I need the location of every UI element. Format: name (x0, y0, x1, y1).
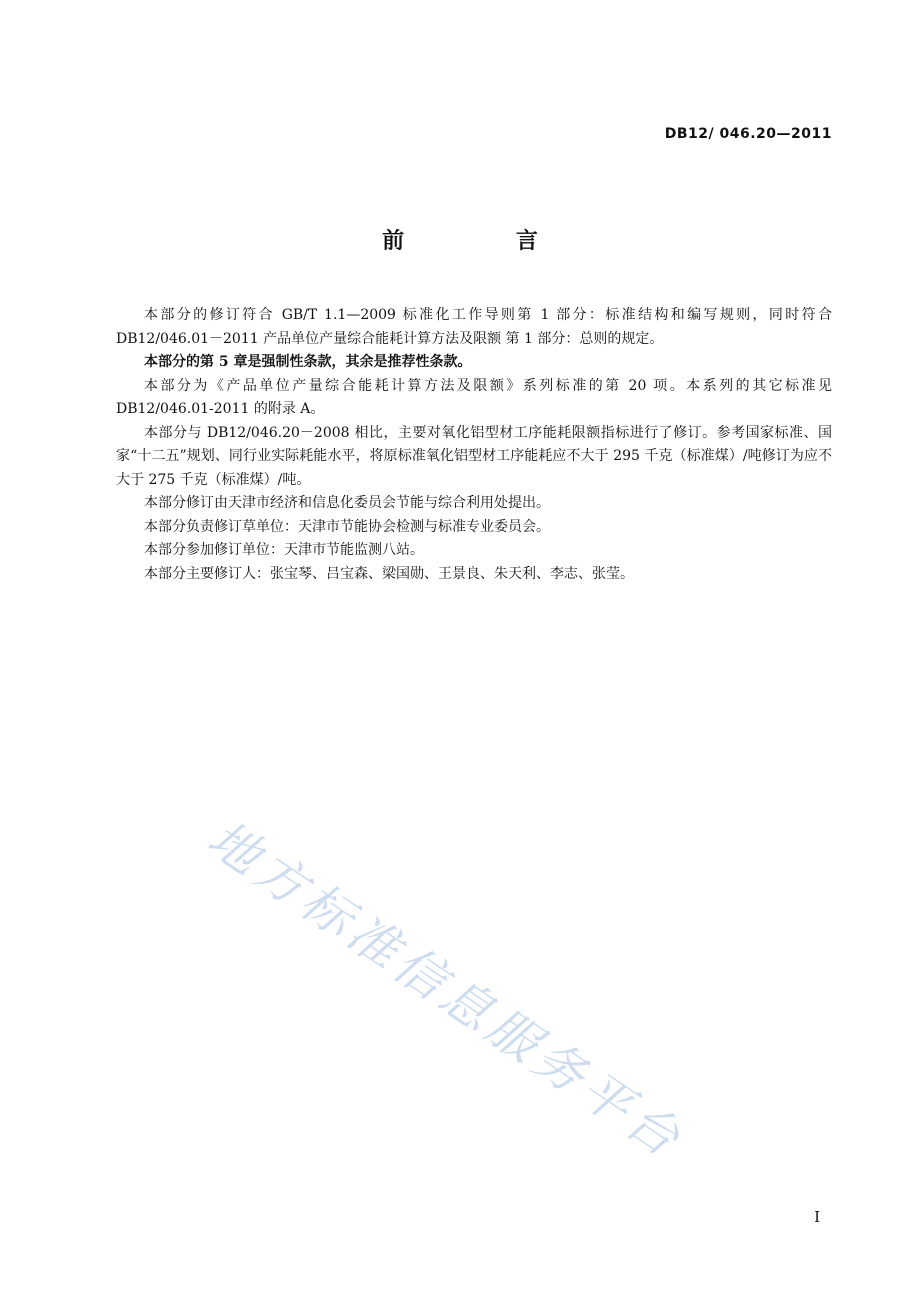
paragraph-4: 本部分与 DB12/046.20－2008 相比，主要对氧化铝型材工序能耗限额指标进行了修订。参考国家标准、国家“十二五”规划、同行业实际耗能水平，将原标准氧化铝型材工序能耗应不大于 295 千克（标准煤）/吨修订为应不大于 275 千克（标准煤）/吨。 (116, 424, 832, 488)
paragraph-8: 本部分主要修订人：张宝琴、吕宝森、梁国勋、王景良、朱天利、李志、张莹。 (144, 565, 634, 582)
paragraph-3: 本部分为《产品单位产量综合能耗计算方法及限额》系列标准的第 20 项。本系列的其它标准见 DB12/046.01-2011 的附录 A。 (116, 377, 832, 417)
paragraph-5: 本部分修订由天津市经济和信息化委员会节能与综合利用处提出。 (144, 495, 550, 511)
watermark: 地方标准信息服务平台 (197, 809, 695, 1171)
document-id: DB12/ 046.20—2011 (664, 126, 832, 142)
paragraph-2: 本部分的第 5 章是强制性条款，其余是推荐性条款。 (144, 354, 472, 370)
paragraph-7: 本部分参加修订单位：天津市节能监测八站。 (144, 542, 424, 558)
page-number: I (814, 1208, 820, 1226)
paragraph-1: 本部分的修订符合 GB/T 1.1—2009 标准化工作导则第 1 部分：标准结构和编写规则，同时符合 DB12/046.01－2011 产品单位产量综合能耗计算方法及限额 第 1 部分：总则的规定。 (116, 307, 832, 347)
paragraph-6: 本部分负责修订草单位：天津市节能协会检测与标准专业委员会。 (144, 518, 550, 535)
page-title: 前 言 (382, 229, 590, 254)
foreword-body (116, 304, 832, 586)
